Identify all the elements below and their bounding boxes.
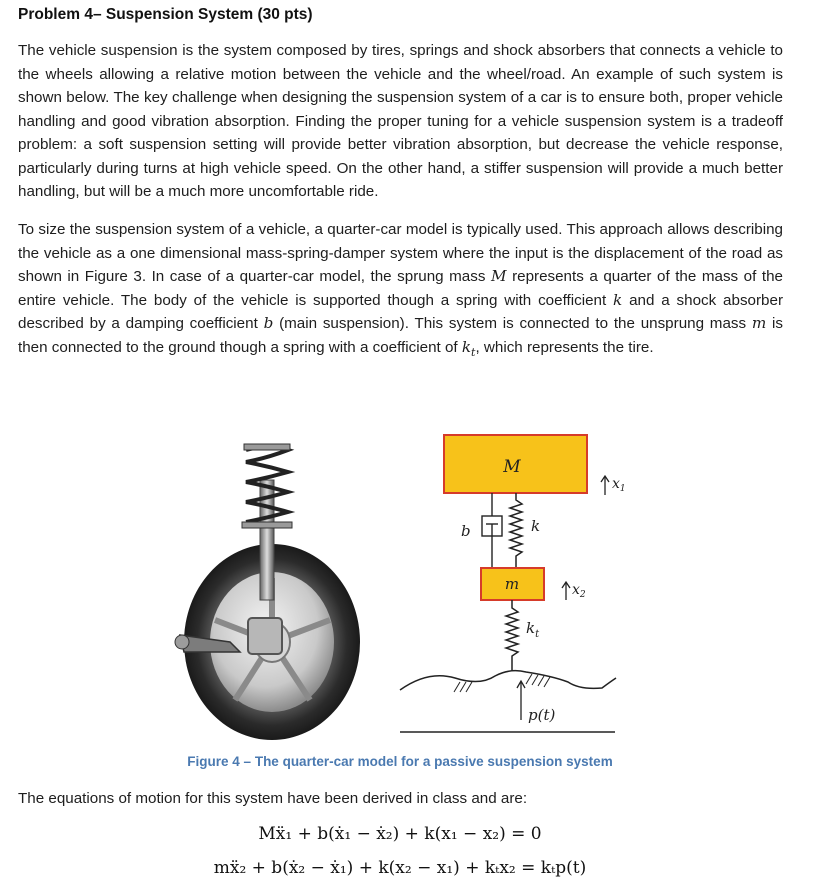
equations-intro: The equations of motion for this system have been derived in class and are: xyxy=(18,790,528,807)
paragraph-text: and a shock absorber described by a damping coefficient xyxy=(18,291,783,332)
wheel-suspension-illustration xyxy=(175,444,360,740)
spring-k-label: k xyxy=(531,517,541,535)
spring-seat-top xyxy=(244,444,290,450)
figure-caption: Figure 4 – The quarter-car model for a passive suspension system xyxy=(187,754,613,769)
ground-hatching xyxy=(454,674,550,692)
equation-2: mẍ₂ + b(ẋ₂ − ẋ₁) + k(x₂ − x₁) + kₜx₂ = kₜp(t) xyxy=(213,858,587,878)
x2-label: $x_2$ xyxy=(572,582,586,600)
tire-spring-label: $k_t$ xyxy=(526,619,540,640)
intro-paragraph: The vehicle suspension is the system composed by tires, springs and shock absorbers that connects a vehicle to the wheels allowing a relative motion between the vehicle and the wheel/road. An example of such system is shown below. The key challenge when designing the suspension system of a car is to ensure both, proper vehicle handling and good vibration absorption. Finding the proper tuning for a vehicle suspension system is a tradeoff problem: a soft suspension setting will provide better vibration absorption, but decrease the vehicle response, particularly during turns at high vehicle speed. On the other hand, a stiffer suspension will provide a much better handling, but will be a much more uncomfortable ride. xyxy=(18,42,783,200)
brake-caliper xyxy=(248,618,282,654)
symbol-M: M xyxy=(490,267,507,285)
damper-b xyxy=(482,493,502,568)
paragraph-text: To size the suspension system of a vehicle, a quarter-car model is typically used. This approach allows describing the vehicle as a one dimensional mass-spring-damper system where the input is the displacement of the road as shown in Figure 3. In case of a quarter-car model, the sprung mass xyxy=(18,221,783,285)
symbol-m: m xyxy=(751,314,767,332)
suspension-figure xyxy=(160,420,640,750)
road-input-label: p(t) xyxy=(528,706,556,724)
sprung-mass-label: M xyxy=(503,457,521,477)
symbol-b: b xyxy=(263,314,274,332)
spring-seat-bottom xyxy=(242,522,292,528)
road-profile xyxy=(400,671,616,690)
paragraph-text: represents a quarter of the mass of the entire vehicle. The body of the vehicle is supported though a spring with coefficient xyxy=(18,268,783,309)
paragraph-text: is then connected to the ground though a spring with a coefficient of xyxy=(18,315,784,356)
quarter-car-diagram xyxy=(400,435,626,732)
unsprung-mass-label: m xyxy=(504,575,520,593)
arm-bushing xyxy=(175,635,189,649)
spring-k xyxy=(510,493,522,568)
quarter-car-paragraph xyxy=(18,218,783,364)
equation-1: Mẍ₁ + b(ẋ₁ − ẋ₂) + k(x₁ − x₂) = 0 xyxy=(258,824,542,844)
x1-label: $x_1$ xyxy=(612,476,626,494)
damper-label: b xyxy=(461,522,471,540)
symbol-k: k xyxy=(613,290,623,309)
problem-title: Problem 4– Suspension System (30 pts) xyxy=(18,6,313,23)
paragraph-text: (main suspension). This system is connected to the unsprung mass xyxy=(273,315,752,332)
tire-spring-kt xyxy=(506,600,518,670)
paragraph-text: , which represents the tire. xyxy=(475,338,654,356)
symbol-kt: $k_t$ xyxy=(461,337,476,359)
